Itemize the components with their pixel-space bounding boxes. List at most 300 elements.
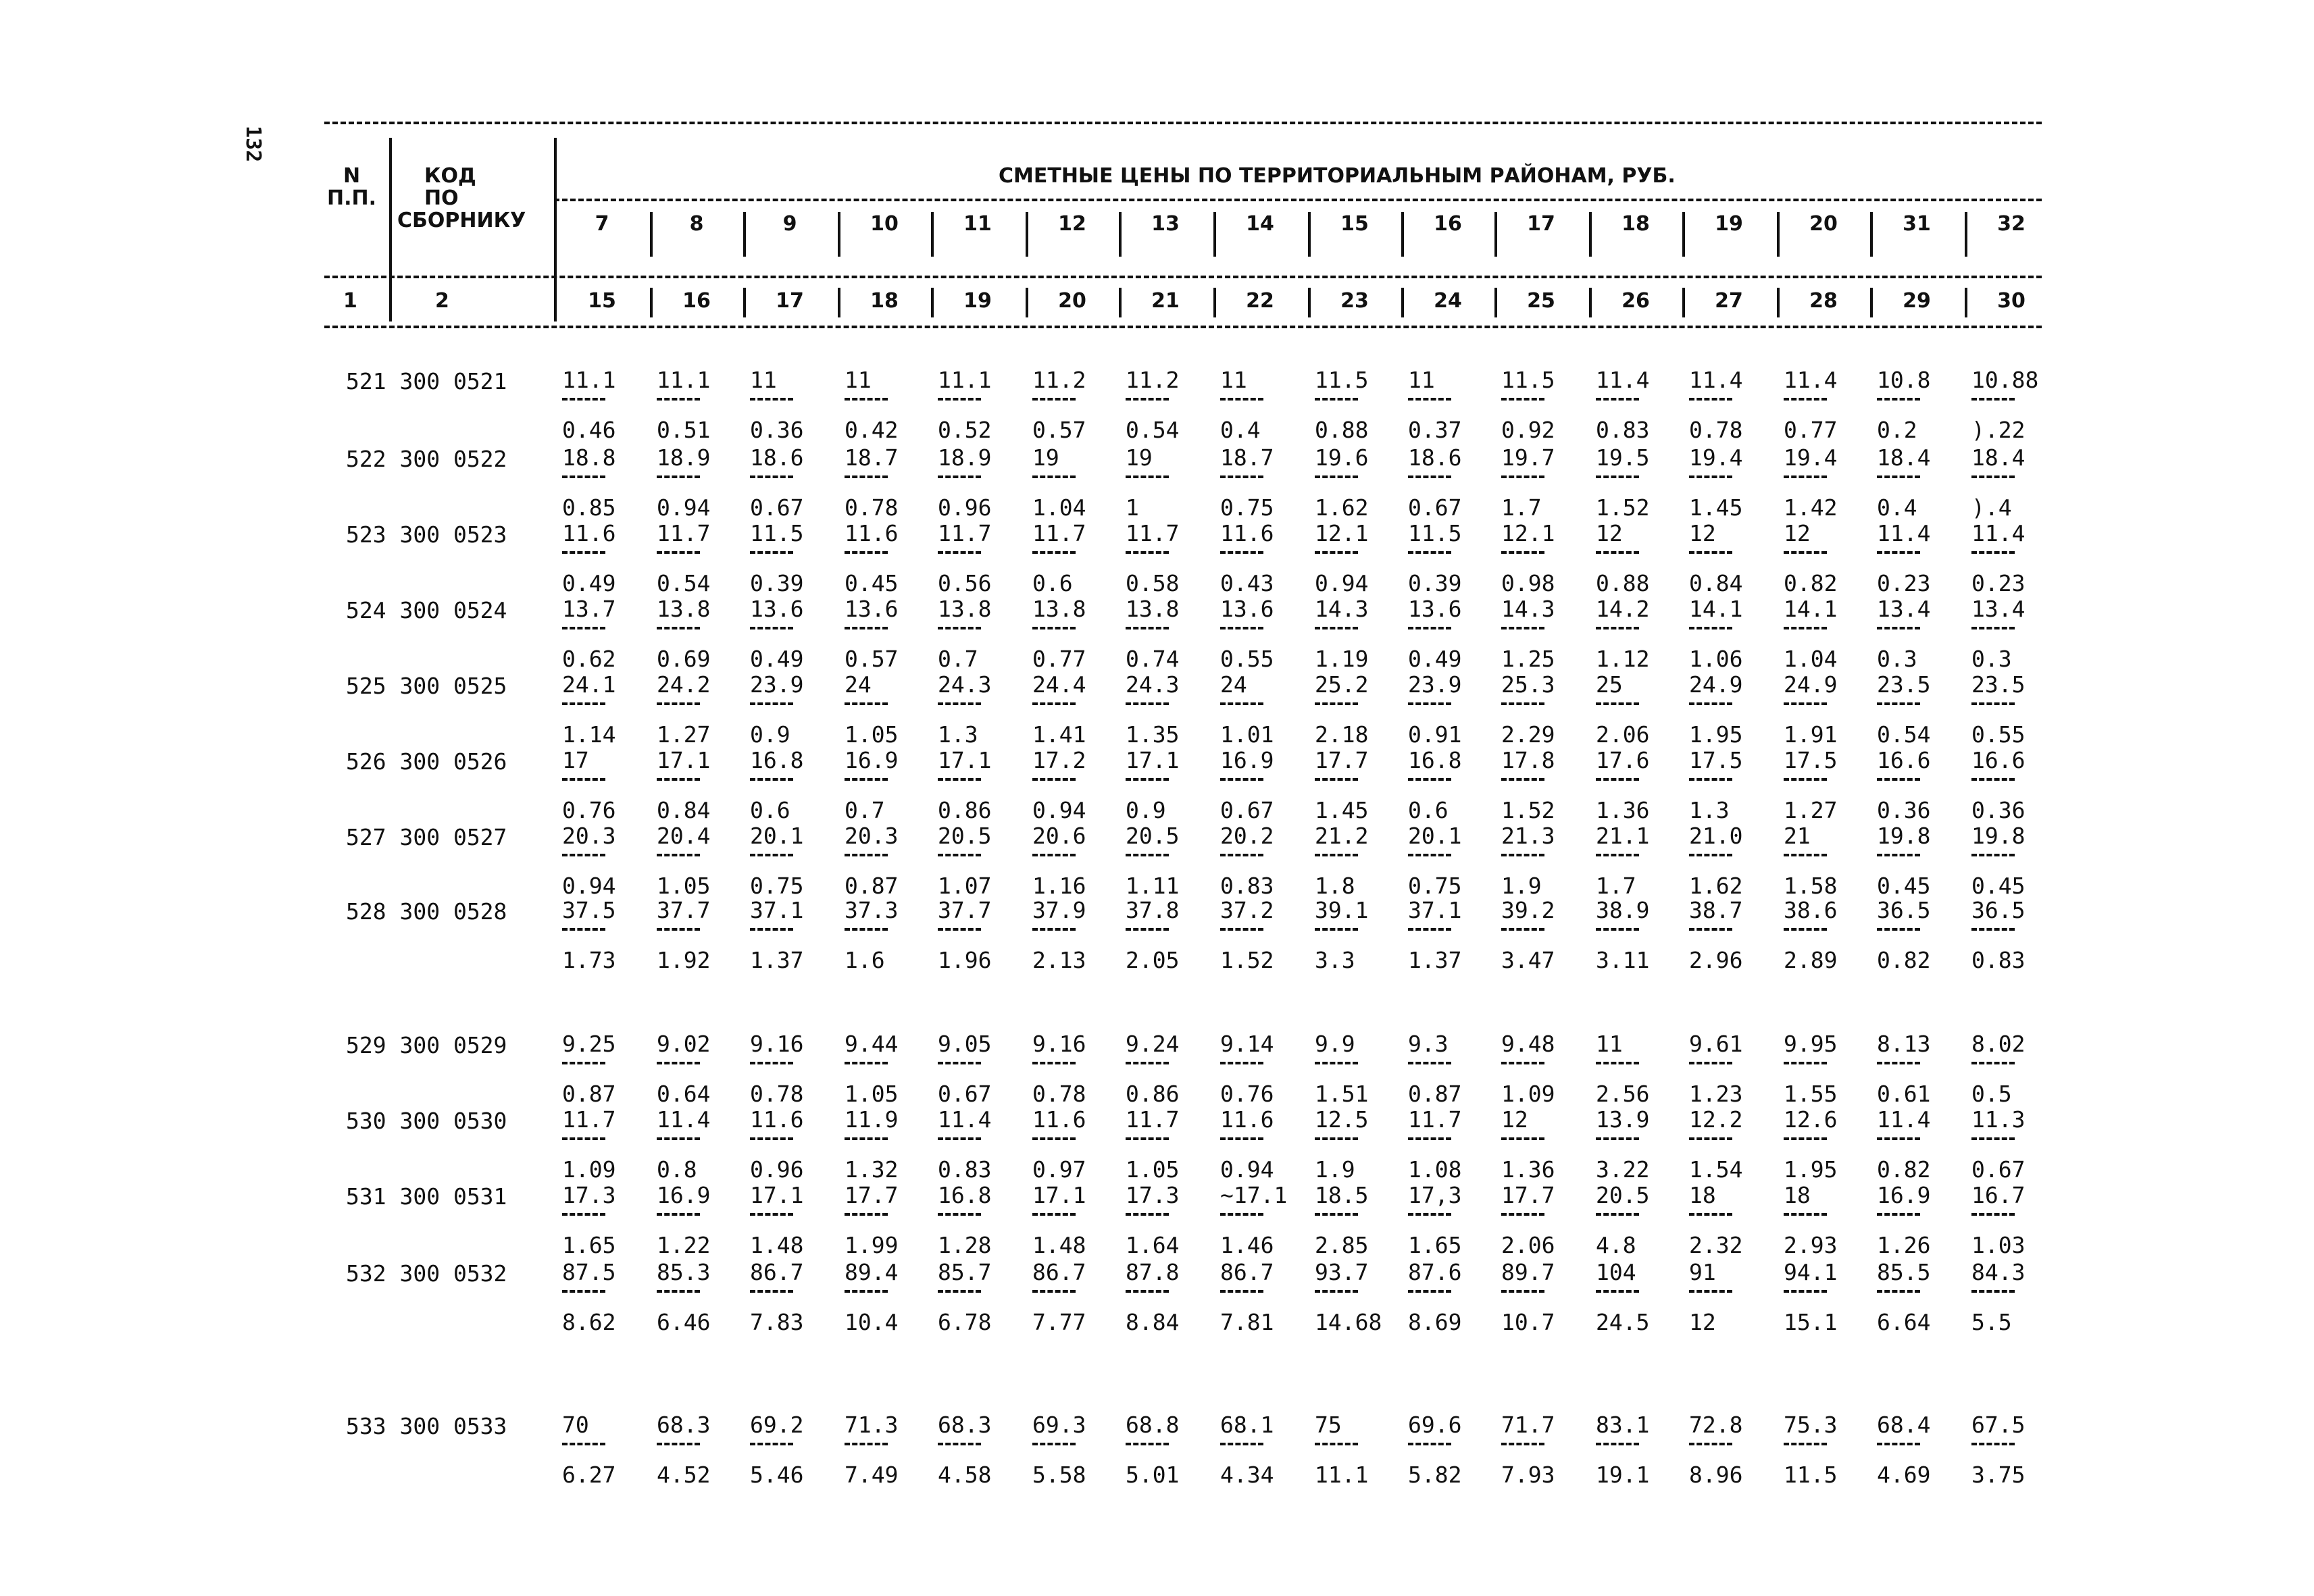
price-subvalue: 10.4 [845, 1309, 899, 1335]
price-subvalue: 1.01 [1220, 721, 1274, 748]
district-header: 32 [1997, 212, 2026, 236]
fraction-line [750, 702, 793, 705]
fraction-line [657, 398, 700, 401]
fraction-line [1689, 1137, 1732, 1140]
fraction-line [1126, 551, 1169, 554]
price-value: 18.4 [1971, 444, 2026, 471]
fraction-line [1971, 1443, 2015, 1445]
price-subvalue: 1.23 [1689, 1081, 1743, 1107]
row-number: 531 [346, 1183, 386, 1210]
price-value: 19 [1032, 444, 1059, 471]
price-subvalue: 0.54 [1877, 721, 1931, 748]
price-value: 18.6 [1408, 444, 1462, 471]
price-subvalue: 6.64 [1877, 1309, 1931, 1335]
fraction-line [1315, 398, 1358, 401]
price-subvalue: 0.83 [1971, 947, 2026, 973]
price-value: 89.7 [1501, 1259, 1555, 1285]
price-value: 13.8 [938, 596, 992, 622]
district-header: 31 [1903, 212, 1931, 236]
price-value: 70 [562, 1412, 589, 1438]
price-value: 9.95 [1784, 1031, 1838, 1057]
price-subvalue: 8.69 [1408, 1309, 1462, 1335]
price-subvalue: 1.37 [1408, 947, 1462, 973]
price-value: 18.6 [750, 444, 804, 471]
price-subvalue: 1.52 [1220, 947, 1274, 973]
fraction-line [1689, 702, 1732, 705]
fraction-line [1408, 1213, 1451, 1216]
fraction-line [1784, 928, 1827, 931]
price-value: 10.8 [1877, 367, 1931, 393]
fraction-line [1689, 1443, 1732, 1445]
header-col-code-3: СБОРНИКУ [397, 209, 526, 232]
price-subvalue: 0.96 [750, 1156, 804, 1183]
fraction-line [657, 1290, 700, 1293]
price-subvalue: 5.58 [1032, 1462, 1086, 1488]
price-value: 20.4 [657, 823, 711, 849]
price-subvalue: 1.22 [657, 1232, 711, 1258]
price-value: 16.8 [750, 747, 804, 773]
price-value: 20.2 [1220, 823, 1274, 849]
price-subvalue: 0.67 [1220, 797, 1274, 823]
row-label [346, 1109, 507, 1133]
fraction-line [1220, 398, 1263, 401]
price-subvalue: 8.96 [1689, 1462, 1743, 1488]
price-value: 11.5 [750, 520, 804, 546]
price-value: 9.3 [1408, 1031, 1449, 1057]
fraction-line [1971, 1062, 2015, 1064]
district-header: 11 [963, 212, 992, 236]
price-value: 20.1 [750, 823, 804, 849]
price-value: 12 [1784, 520, 1811, 546]
district-header: 7 [595, 212, 609, 236]
district-divider [1870, 212, 1873, 257]
district-header: 10 [870, 212, 899, 236]
colnum-divider [1026, 288, 1028, 317]
fraction-line [1596, 627, 1639, 629]
price-value: 11.1 [938, 367, 992, 393]
fraction-line [562, 778, 605, 781]
price-value: 11.7 [1032, 520, 1086, 546]
price-subvalue: 0.8 [657, 1156, 697, 1183]
row-number: 529 [346, 1032, 386, 1058]
price-value: 85.7 [938, 1259, 992, 1285]
colnum-header: 24 [1434, 289, 1462, 313]
fraction-line [1501, 928, 1544, 931]
fraction-line [938, 928, 981, 931]
header-bottom-rule [324, 326, 2042, 328]
fraction-line [1220, 551, 1263, 554]
price-subvalue: 0.94 [1032, 797, 1086, 823]
fraction-line [1784, 778, 1827, 781]
fraction-line [750, 1137, 793, 1140]
price-subvalue: 0.23 [1971, 570, 2026, 596]
price-value: 9.05 [938, 1031, 992, 1057]
fraction-line [1596, 854, 1639, 856]
price-subvalue: 0.6 [1408, 797, 1449, 823]
price-subvalue: 0.62 [562, 646, 616, 672]
price-subvalue: 1.7 [1501, 494, 1542, 521]
price-value: 24.9 [1784, 671, 1838, 698]
price-value: 9.44 [845, 1031, 899, 1057]
price-subvalue: 0.58 [1126, 570, 1180, 596]
price-value: 17.6 [1596, 747, 1650, 773]
price-subvalue: 0.54 [1126, 417, 1180, 443]
fraction-line [750, 778, 793, 781]
price-subvalue: 4.34 [1220, 1462, 1274, 1488]
price-value: 9.16 [1032, 1031, 1086, 1057]
fraction-line [1596, 1137, 1639, 1140]
fraction-line [1784, 1213, 1827, 1216]
row-code: 300 0529 [386, 1032, 507, 1058]
fraction-line [1032, 1443, 1076, 1445]
fraction-line [1877, 1062, 1920, 1064]
price-value: 11.4 [1877, 1106, 1931, 1133]
price-value: 19.8 [1971, 823, 2026, 849]
price-subvalue: 1.27 [657, 721, 711, 748]
fraction-line [1689, 778, 1732, 781]
fraction-line [1877, 398, 1920, 401]
price-value: 9.25 [562, 1031, 616, 1057]
price-subvalue: 0.52 [938, 417, 992, 443]
fraction-line [1689, 928, 1732, 931]
price-value: 8.13 [1877, 1031, 1931, 1057]
price-value: 20.3 [845, 823, 899, 849]
fraction-line [938, 1290, 981, 1293]
price-subvalue: 7.77 [1032, 1309, 1086, 1335]
price-subvalue: 0.83 [938, 1156, 992, 1183]
header-colnum-1: 1 [343, 289, 357, 313]
district-divider [1401, 212, 1404, 257]
district-header: 19 [1715, 212, 1743, 236]
fraction-line [750, 1213, 793, 1216]
fraction-line [1689, 1290, 1732, 1293]
price-subvalue: 0.98 [1501, 570, 1555, 596]
row-number: 530 [346, 1108, 386, 1134]
price-value: 14.1 [1784, 596, 1838, 622]
row-label [346, 1262, 507, 1286]
fraction-line [562, 551, 605, 554]
price-value: 21.0 [1689, 823, 1743, 849]
price-value: 11.6 [1032, 1106, 1086, 1133]
fraction-line [1220, 1290, 1263, 1293]
fraction-line [1501, 702, 1544, 705]
price-subvalue: 0.7 [938, 646, 978, 672]
district-header: 8 [689, 212, 704, 236]
fraction-line [1315, 1443, 1358, 1445]
fraction-line [1501, 1062, 1544, 1064]
price-subvalue: 1.92 [657, 947, 711, 973]
price-subvalue: 1.05 [845, 721, 899, 748]
fraction-line [938, 475, 981, 478]
fraction-line [1126, 1137, 1169, 1140]
price-value: 12 [1501, 1106, 1528, 1133]
price-subvalue: 8.62 [562, 1309, 616, 1335]
price-subvalue: 0.76 [562, 797, 616, 823]
price-subvalue: 1.09 [1501, 1081, 1555, 1107]
price-subvalue: 2.06 [1501, 1232, 1555, 1258]
row-label [346, 750, 507, 774]
fraction-line [938, 627, 981, 629]
price-subvalue: 0.84 [1689, 570, 1743, 596]
price-value: 11.7 [938, 520, 992, 546]
price-value: 23.9 [750, 671, 804, 698]
price-subvalue: 0.46 [562, 417, 616, 443]
price-value: 9.24 [1126, 1031, 1180, 1057]
price-value: 17.5 [1784, 747, 1838, 773]
price-value: 69.3 [1032, 1412, 1086, 1438]
row-code: 300 0524 [386, 597, 507, 623]
price-value: 13.6 [1220, 596, 1274, 622]
price-subvalue: 1.58 [1784, 873, 1838, 899]
price-subvalue: 1.27 [1784, 797, 1838, 823]
row-code: 300 0533 [386, 1413, 507, 1439]
price-subvalue: 1.36 [1501, 1156, 1555, 1183]
fraction-line [1689, 627, 1732, 629]
price-value: 13.4 [1971, 596, 2026, 622]
fraction-line [1689, 1213, 1732, 1216]
price-subvalue: 0.97 [1032, 1156, 1086, 1183]
district-header: 15 [1340, 212, 1369, 236]
district-divider [931, 212, 934, 257]
price-value: 11.1 [657, 367, 711, 393]
price-subvalue: 1.62 [1689, 873, 1743, 899]
price-value: 37.2 [1220, 897, 1274, 923]
fraction-line [1408, 1137, 1451, 1140]
price-value: 10.88 [1971, 367, 2039, 393]
price-subvalue: 1.45 [1315, 797, 1369, 823]
fraction-line [1877, 1213, 1920, 1216]
fraction-line [1220, 778, 1263, 781]
price-value: 12.2 [1689, 1106, 1743, 1133]
fraction-line [1126, 854, 1169, 856]
price-value: 23.5 [1971, 671, 2026, 698]
price-value: 38.6 [1784, 897, 1838, 923]
price-subvalue: 1.65 [562, 1232, 616, 1258]
fraction-line [1032, 398, 1076, 401]
price-value: 17,3 [1408, 1182, 1462, 1208]
district-divider [1213, 212, 1216, 257]
price-value: 16.6 [1971, 747, 2026, 773]
price-subvalue: 2.96 [1689, 947, 1743, 973]
colnum-header: 16 [682, 289, 711, 313]
fraction-line [845, 475, 888, 478]
fraction-line [1408, 928, 1451, 931]
price-subvalue: 0.83 [1220, 873, 1274, 899]
colnum-header: 30 [1997, 289, 2026, 313]
price-subvalue: 2.32 [1689, 1232, 1743, 1258]
fraction-line [845, 854, 888, 856]
price-value: 17.1 [1032, 1182, 1086, 1208]
price-subvalue: 0.36 [750, 417, 804, 443]
fraction-line [657, 475, 700, 478]
fraction-line [657, 551, 700, 554]
price-value: 24.2 [657, 671, 711, 698]
price-subvalue: 0.96 [938, 494, 992, 521]
price-value: 17.1 [750, 1182, 804, 1208]
row-number: 522 [346, 446, 386, 472]
price-value: 75 [1315, 1412, 1342, 1438]
price-subvalue: 0.83 [1596, 417, 1650, 443]
fraction-line [1971, 928, 2015, 931]
price-value: 12.5 [1315, 1106, 1369, 1133]
price-value: 69.6 [1408, 1412, 1462, 1438]
price-value: 89.4 [845, 1259, 899, 1285]
colnum-divider [650, 288, 653, 317]
price-subvalue: 1.3 [938, 721, 978, 748]
fraction-line [1501, 1137, 1544, 1140]
price-value: 68.3 [938, 1412, 992, 1438]
price-subvalue: 1.73 [562, 947, 616, 973]
price-subvalue: 0.2 [1877, 417, 1917, 443]
price-value: 68.8 [1126, 1412, 1180, 1438]
price-subvalue: 0.67 [750, 494, 804, 521]
price-subvalue: 1.12 [1596, 646, 1650, 672]
fraction-line [1784, 1137, 1827, 1140]
fraction-line [562, 1290, 605, 1293]
price-value: ~17.1 [1220, 1182, 1288, 1208]
price-value: 9.02 [657, 1031, 711, 1057]
price-value: 93.7 [1315, 1259, 1369, 1285]
page-number: 132 [241, 126, 265, 163]
price-value: 16.9 [1220, 747, 1274, 773]
price-value: 18.5 [1315, 1182, 1369, 1208]
price-value: 17.1 [938, 747, 992, 773]
price-subvalue: 1.64 [1126, 1232, 1180, 1258]
fraction-line [1032, 1137, 1076, 1140]
price-value: 11.3 [1971, 1106, 2026, 1133]
fraction-line [1032, 702, 1076, 705]
price-value: 11.5 [1501, 367, 1555, 393]
colnum-header: 18 [870, 289, 899, 313]
price-subvalue: 0.54 [657, 570, 711, 596]
fraction-line [938, 551, 981, 554]
price-subvalue: 0.75 [1408, 873, 1462, 899]
district-header: 18 [1621, 212, 1650, 236]
row-number: 532 [346, 1260, 386, 1287]
fraction-line [1596, 475, 1639, 478]
price-subvalue: 0.85 [562, 494, 616, 521]
price-value: 11.4 [938, 1106, 992, 1133]
price-subvalue: 3.22 [1596, 1156, 1650, 1183]
price-subvalue: 8.84 [1126, 1309, 1180, 1335]
fraction-line [1126, 928, 1169, 931]
price-subvalue: 0.7 [845, 797, 885, 823]
price-subvalue: 0.49 [750, 646, 804, 672]
price-subvalue: 0.3 [1971, 646, 2012, 672]
colnum-divider [1589, 288, 1592, 317]
price-value: 8.02 [1971, 1031, 2026, 1057]
fraction-line [1220, 928, 1263, 931]
row-code: 300 0531 [386, 1183, 507, 1210]
colnum-divider [1777, 288, 1780, 317]
price-value: 24.1 [562, 671, 616, 698]
fraction-line [1877, 1290, 1920, 1293]
district-header: 17 [1527, 212, 1555, 236]
price-subvalue: 0.75 [750, 873, 804, 899]
price-subvalue: 5.01 [1126, 1462, 1180, 1488]
price-subvalue: 2.13 [1032, 947, 1086, 973]
header-title: СМЕТНЫЕ ЦЕНЫ ПО ТЕРРИТОРИАЛЬНЫМ РАЙОНАМ, РУБ. [999, 164, 1676, 188]
price-value: 86.7 [1032, 1259, 1086, 1285]
colnum-header: 28 [1809, 289, 1838, 313]
price-value: 16.6 [1877, 747, 1931, 773]
price-value: 68.1 [1220, 1412, 1274, 1438]
fraction-line [938, 702, 981, 705]
price-value: 16.8 [938, 1182, 992, 1208]
fraction-line [845, 1213, 888, 1216]
price-value: 16.9 [845, 747, 899, 773]
price-subvalue: 1.03 [1971, 1232, 2026, 1258]
header-divider-left [389, 138, 392, 321]
price-subvalue: 1.06 [1689, 646, 1743, 672]
fraction-line [1784, 551, 1827, 554]
price-subvalue: 1.8 [1315, 873, 1355, 899]
colnum-header: 26 [1621, 289, 1650, 313]
fraction-line [1315, 702, 1358, 705]
fraction-line [562, 1062, 605, 1064]
price-value: 17.2 [1032, 747, 1086, 773]
price-value: 16.9 [657, 1182, 711, 1208]
fraction-line [1971, 854, 2015, 856]
colnum-divider [1494, 288, 1497, 317]
row-code: 300 0526 [386, 748, 507, 775]
price-value: 37.7 [938, 897, 992, 923]
fraction-line [750, 928, 793, 931]
price-value: 24.3 [938, 671, 992, 698]
fraction-line [1971, 1137, 2015, 1140]
price-value: 11.9 [845, 1106, 899, 1133]
colnum-divider [1119, 288, 1122, 317]
price-subvalue: 0.9 [1126, 797, 1166, 823]
price-subvalue: 1 [1126, 494, 1139, 521]
colnum-header: 17 [776, 289, 804, 313]
fraction-line [750, 1062, 793, 1064]
price-subvalue: 1.28 [938, 1232, 992, 1258]
price-value: 16.8 [1408, 747, 1462, 773]
price-subvalue: 5.5 [1971, 1309, 2012, 1335]
fraction-line [1032, 854, 1076, 856]
price-subvalue: 15.1 [1784, 1309, 1838, 1335]
fraction-line [1126, 398, 1169, 401]
price-value: 85.3 [657, 1259, 711, 1285]
price-value: 14.3 [1315, 596, 1369, 622]
price-subvalue: 24.5 [1596, 1309, 1650, 1335]
price-subvalue: 0.64 [657, 1081, 711, 1107]
colnum-header: 21 [1151, 289, 1180, 313]
price-subvalue: 0.39 [1408, 570, 1462, 596]
fraction-line [1126, 1062, 1169, 1064]
price-value: 11 [1220, 367, 1247, 393]
price-value: 17.1 [657, 747, 711, 773]
price-subvalue: 0.78 [1689, 417, 1743, 443]
price-subvalue: 1.7 [1596, 873, 1636, 899]
price-subvalue: 4.52 [657, 1462, 711, 1488]
price-subvalue: 3.3 [1315, 947, 1355, 973]
price-value: 18.9 [657, 444, 711, 471]
price-value: 11.6 [750, 1106, 804, 1133]
fraction-line [562, 928, 605, 931]
price-subvalue: 0.74 [1126, 646, 1180, 672]
price-value: 38.9 [1596, 897, 1650, 923]
price-value: 19 [1126, 444, 1153, 471]
price-value: 12 [1596, 520, 1623, 546]
price-subvalue: 0.49 [562, 570, 616, 596]
row-code: 300 0522 [386, 446, 507, 472]
price-subvalue: 2.56 [1596, 1081, 1650, 1107]
price-value: 9.61 [1689, 1031, 1743, 1057]
price-value: 13.8 [1126, 596, 1180, 622]
price-subvalue: 4.69 [1877, 1462, 1931, 1488]
